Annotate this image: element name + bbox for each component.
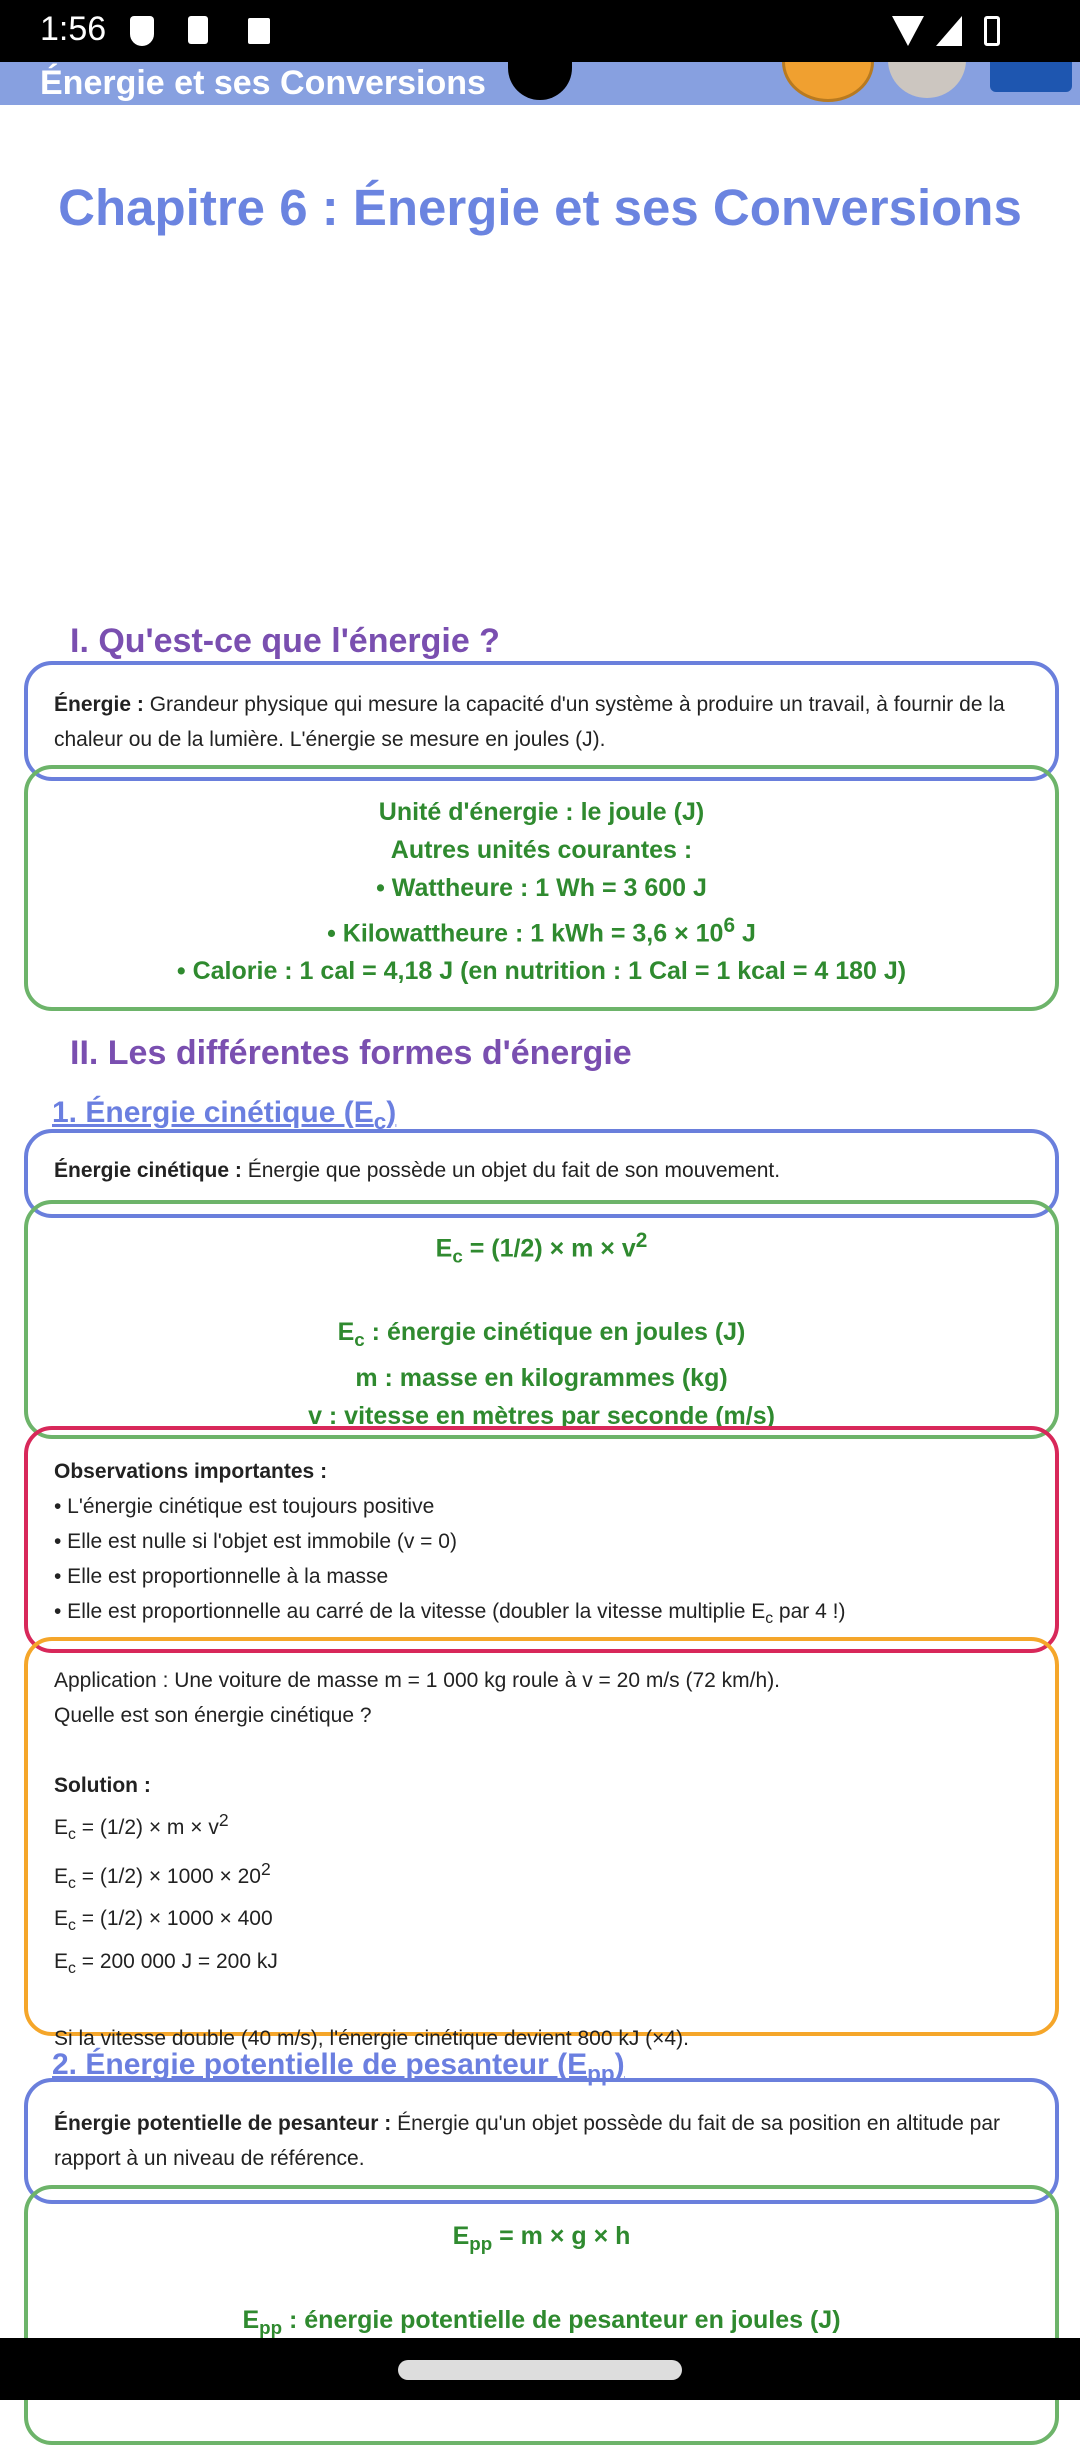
units-box <box>24 765 1059 1011</box>
formula-box-potential <box>24 2185 1059 2445</box>
unit-line: Autres unités courantes : <box>390 836 693 864</box>
def-text: Grandeur physique qui mesure la capacité d'un système à produire un travail, à fournir de la chaleur ou de la lumière. L'énergie se mesure en joules (J). <box>54 693 1005 751</box>
wifi-icon <box>892 16 924 46</box>
legend-line: $E_{pp}$ : énergie potentielle de pesanteur en joules (J) <box>242 2306 841 2338</box>
unit-line: • Kilowattheure : 1 kWh = $3,6 \times 10^6$ J <box>327 914 756 948</box>
signal-icon <box>936 16 962 46</box>
solution-step: $E_c = 200$ 000 J = 200 kJ <box>54 1949 278 1977</box>
home-gesture-handle[interactable] <box>398 2360 682 2380</box>
page-title: Chapitre 6 : Énergie et ses Conversions <box>58 179 1022 236</box>
def-label: Énergie potentielle de pesanteur : <box>54 2112 392 2135</box>
subheading-kinetic: 1. Énergie cinétique $(E_c)$ <box>52 1096 397 1134</box>
solution-title: Solution : <box>54 1774 151 1797</box>
def-text: Énergie que possède un objet du fait de son mouvement. <box>241 1159 781 1182</box>
formula: $E_c = (1/2) \times m \times v^2$ <box>435 1229 648 1267</box>
font-icon <box>248 18 270 44</box>
battery-icon <box>984 16 1000 46</box>
home-icon[interactable] <box>782 62 874 102</box>
observation-item: • Elle est proportionnelle au carré de la vitesse (doubler la vitesse multiplie $E_c$ par 4 !) <box>54 1600 846 1628</box>
observations-title: Observations importantes : <box>54 1460 328 1483</box>
observation-item: • L'énergie cinétique est toujours positive <box>54 1495 435 1518</box>
solution-step: $E_c = (1/2) \times m \times v^2$ <box>54 1810 229 1844</box>
status-time: 1:56 <box>40 10 107 48</box>
def-label: Énergie : <box>54 693 144 716</box>
section-heading-forms: II. Les différentes formes d'énergie <box>70 1034 632 1072</box>
section-heading-energy: I. Qu'est-ce que l'énergie ? <box>70 622 500 660</box>
observations-box <box>24 1426 1059 1653</box>
unit-line: Unité d'énergie : le joule (J) <box>378 798 705 826</box>
solution-step: $E_c = (1/2) \times 1000 \times 20^2$ <box>54 1859 271 1893</box>
application-question: Quelle est son énergie cinétique ? <box>54 1704 372 1727</box>
solution-step: $E_c = (1/2) \times 1000 \times 400$ <box>54 1907 273 1935</box>
observation-item: • Elle est proportionnelle à la masse <box>54 1565 389 1588</box>
legend-line: v : vitesse en mètres par seconde (m/s) <box>308 1402 775 1431</box>
formula-box-kinetic <box>24 1200 1059 1439</box>
definition-box-energy <box>24 661 1059 781</box>
def-text: Énergie qu'un objet possède du fait de sa position en altitude par rapport à un niveau de référence. <box>54 2112 1001 2170</box>
play-protect-icon <box>130 16 154 46</box>
unit-line: • Calorie : 1 cal = 4,18 J (en nutrition : 1 Cal = 1 kcal = 4 180 J) <box>176 957 907 986</box>
sd-card-icon <box>188 16 208 44</box>
observation-item: • Elle est nulle si l'objet est immobile (v = 0) <box>54 1530 457 1553</box>
def-label: Énergie cinétique : <box>54 1159 242 1182</box>
formula: $E_{pp} = m \times g \times h$ <box>452 2222 631 2254</box>
settings-icon[interactable] <box>990 62 1072 92</box>
application-box <box>24 1637 1059 2050</box>
navigation-bar <box>0 2338 1080 2400</box>
conclusion: Si la vitesse double (40 m/s), l'énergie cinétique devient 800 kJ (×4). <box>54 2026 689 2050</box>
legend-line: m : masse en kilogrammes (kg) <box>355 1364 728 1393</box>
subheading-potential: 2. Énergie potentielle de pesanteur $(E_{pp})$ <box>52 2048 625 2086</box>
application-text: Application : Une voiture de masse m = 1 000 kg roule à v = 20 m/s (72 km/h). <box>54 1669 781 1692</box>
app-bar-title: Énergie et ses Conversions <box>40 64 486 102</box>
unit-line: • Wattheure : 1 Wh = 3 600 J <box>376 874 707 902</box>
profile-icon[interactable] <box>888 62 966 98</box>
legend-line: $E_c$ : énergie cinétique en joules (J) <box>337 1318 746 1351</box>
